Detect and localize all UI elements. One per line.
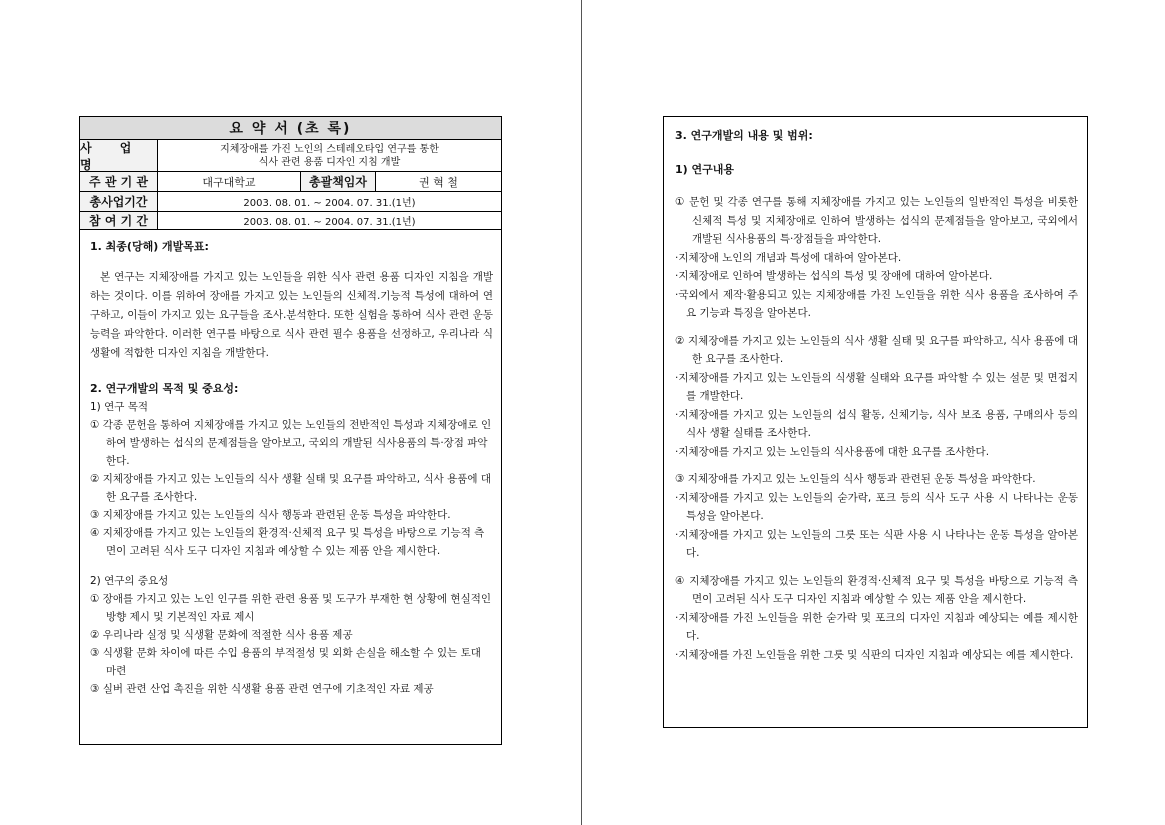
content-sub-item: ·국외에서 제작·활용되고 있는 지체장애를 가진 노인들을 위한 식사 용품을 조사하여 주요 기능과 특징을 알아본다. bbox=[675, 288, 1078, 319]
period-label: 총사업기간 bbox=[80, 192, 158, 211]
summary-title-row bbox=[80, 117, 501, 140]
lead-value: 권 혁 철 bbox=[419, 175, 458, 189]
content-sub-item: ·지체장애를 가지고 있는 노인들의 섭식 활동, 신체기능, 식사 보조 용품, 구매의사 등의 식사 생활 실태를 조사한다. bbox=[675, 408, 1078, 439]
period-row bbox=[80, 192, 501, 212]
project-name bbox=[158, 140, 501, 171]
content-main-item: ② 지체장애를 가지고 있는 노인들의 식사 생활 실태 및 요구를 파악하고, 식사 용품에 대한 요구를 조사한다. bbox=[675, 334, 1078, 365]
importance-item: ① 장애를 가지고 있는 노인 인구를 위한 관련 용품 및 도구가 부재한 현 상황에 현실적인 방향 제시 및 기본적인 자료 제시 bbox=[90, 593, 492, 623]
summary-body bbox=[90, 238, 493, 698]
section2-heading: 2. 연구개발의 목적 및 중요성: bbox=[90, 382, 239, 395]
purpose-subheading: 1) 연구 목적 bbox=[90, 401, 149, 413]
org-label: 주 관 기 관 bbox=[80, 172, 158, 191]
content-sub-item: ·지체장애를 가진 노인들을 위한 숟가락 및 포크의 디자인 지침과 예상되는 예를 제시한다. bbox=[675, 611, 1078, 642]
section1-body: 본 연구는 지체장애를 가지고 있는 노인들을 위한 식사 관련 용품 디자인 지침을 개발하는 것이다. 이를 위하여 장애를 가지고 있는 노인들의 신체적.기능적 특성에 대하여 연구하고, 이들이 가지고 있는 요구들을 조사.분석한다. 또한 실험을 통하여 식사 관련 운동 능력을 파악한다. 이러한 연구를 바탕으로 식사 관련 필수 용품을 선정하고, 우리나라 식생활에 적합한 디자인 지침을 개발한다. bbox=[90, 271, 493, 359]
content-sub-item: ·지체장애를 가지고 있는 노인들의 그릇 또는 식판 사용 시 나타나는 운동 특성을 알아본다. bbox=[675, 528, 1078, 559]
purpose-item: ④ 지체장애를 가지고 있는 노인들의 환경적·신체적 요구 및 특성을 바탕으로 기능적 측면이 고려된 식사 도구 디자인 지침과 예상할 수 있는 제품 안을 제시한다. bbox=[90, 527, 485, 557]
content-box bbox=[663, 116, 1088, 728]
content-main-item: ③ 지체장애를 가지고 있는 노인들의 식사 행동과 관련된 운동 특성을 파악한다. bbox=[675, 473, 1036, 485]
org-value: 대구대학교 bbox=[158, 172, 301, 191]
importance-subheading: 2) 연구의 중요성 bbox=[90, 575, 169, 587]
content-sub-item: ·지체장애를 가지고 있는 노인들의 식생활 실태와 요구를 파악할 수 있는 설문 및 면접지를 개발한다. bbox=[675, 371, 1078, 402]
content-group-1 bbox=[675, 193, 1078, 323]
content-sub-item: ·지체장애로 인하여 발생하는 섭식의 특성 및 장애에 대하여 알아본다. bbox=[675, 270, 993, 282]
project-name-row bbox=[80, 140, 501, 172]
summary-box bbox=[79, 116, 502, 745]
importance-item: ③ 식생활 문화 차이에 따른 수입 용품의 부적절성 및 외화 손실을 해소할 수 있는 토대 마련 bbox=[90, 647, 481, 677]
participation-label: 참 여 기 간 bbox=[80, 212, 158, 229]
importance-item: ② 우리나라 실정 및 식생활 문화에 적절한 식사 용품 제공 bbox=[90, 629, 353, 641]
page-divider bbox=[581, 0, 582, 825]
period-value: 2003. 08. 01. ~ 2004. 07. 31.(1년) bbox=[243, 198, 416, 209]
participation-row bbox=[80, 212, 501, 230]
lead-label: 총괄책임자 bbox=[301, 172, 376, 191]
section1-heading: 1. 최종(당해) 개발목표: bbox=[90, 240, 209, 253]
content-sub-item: ·지체장애를 가지고 있는 노인들의 숟가락, 포크 등의 식사 도구 사용 시 나타나는 운동 특성을 알아본다. bbox=[675, 491, 1078, 522]
purpose-item: ③ 지체장애를 가지고 있는 노인들의 식사 행동과 관련된 운동 특성을 파악한다. bbox=[90, 509, 451, 521]
organization-row bbox=[80, 172, 501, 192]
importance-item: ③ 실버 관련 산업 촉진을 위한 식생활 용품 관련 연구에 기초적인 자료 제공 bbox=[90, 683, 434, 695]
summary-title: 요 약 서 (초 록) bbox=[229, 121, 352, 137]
content-group-3 bbox=[675, 470, 1078, 563]
content-sub-item: ·지체장애 노인의 개념과 특성에 대하여 알아본다. bbox=[675, 251, 902, 264]
content-group-2 bbox=[675, 332, 1078, 462]
section3-heading: 3. 연구개발의 내용 및 범위: bbox=[675, 129, 813, 142]
content-main-item: ④ 지체장애를 가지고 있는 노인들의 환경적·신체적 요구 및 특성을 바탕으로 기능적 측면이 고려된 식사 도구 디자인 지침과 예상할 수 있는 제품 안을 제시한다. bbox=[675, 574, 1078, 605]
purpose-item: ② 지체장애를 가지고 있는 노인들의 식사 생활 실태 및 요구를 파악하고, 식사 용품에 대한 요구를 조사한다. bbox=[90, 473, 492, 503]
purpose-item: ① 각종 문헌을 통하여 지체장애를 가지고 있는 노인들의 전반적인 특성과 지체장애로 인하여 발생하는 섭식의 문제점들을 알아보고, 국외의 개발된 식사용품의 특·장점 파악한다. bbox=[90, 419, 492, 467]
content-main-item: ① 문헌 및 각종 연구를 통해 지체장애를 가지고 있는 노인들의 일반적인 특성을 비롯한 신체적 특성 및 지체장애로 인하여 발생하는 섭식의 문제점들을 알아보고, 국외에서 개발된 식사용품의 특·장점들을 파악한다. bbox=[675, 196, 1078, 245]
content-subheading: 1) 연구내용 bbox=[675, 163, 735, 176]
project-name-line1: 지체장애를 가진 노인의 스테레오타입 연구를 통한 bbox=[220, 143, 439, 155]
content-group-4 bbox=[675, 572, 1078, 665]
participation-value: 2003. 08. 01. ~ 2004. 07. 31.(1년) bbox=[243, 217, 416, 228]
project-label: 사 업 명 bbox=[80, 140, 158, 171]
content-sub-item: ·지체장애를 가지고 있는 노인들의 식사용품에 대한 요구를 조사한다. bbox=[675, 445, 990, 458]
content-sub-item: ·지체장애를 가진 노인들을 위한 그릇 및 식판의 디자인 지침과 예상되는 예를 제시한다. bbox=[675, 648, 1074, 661]
project-name-line2: 식사 관련 용품 디자인 지침 개발 bbox=[258, 156, 401, 168]
content-body bbox=[675, 127, 1078, 664]
